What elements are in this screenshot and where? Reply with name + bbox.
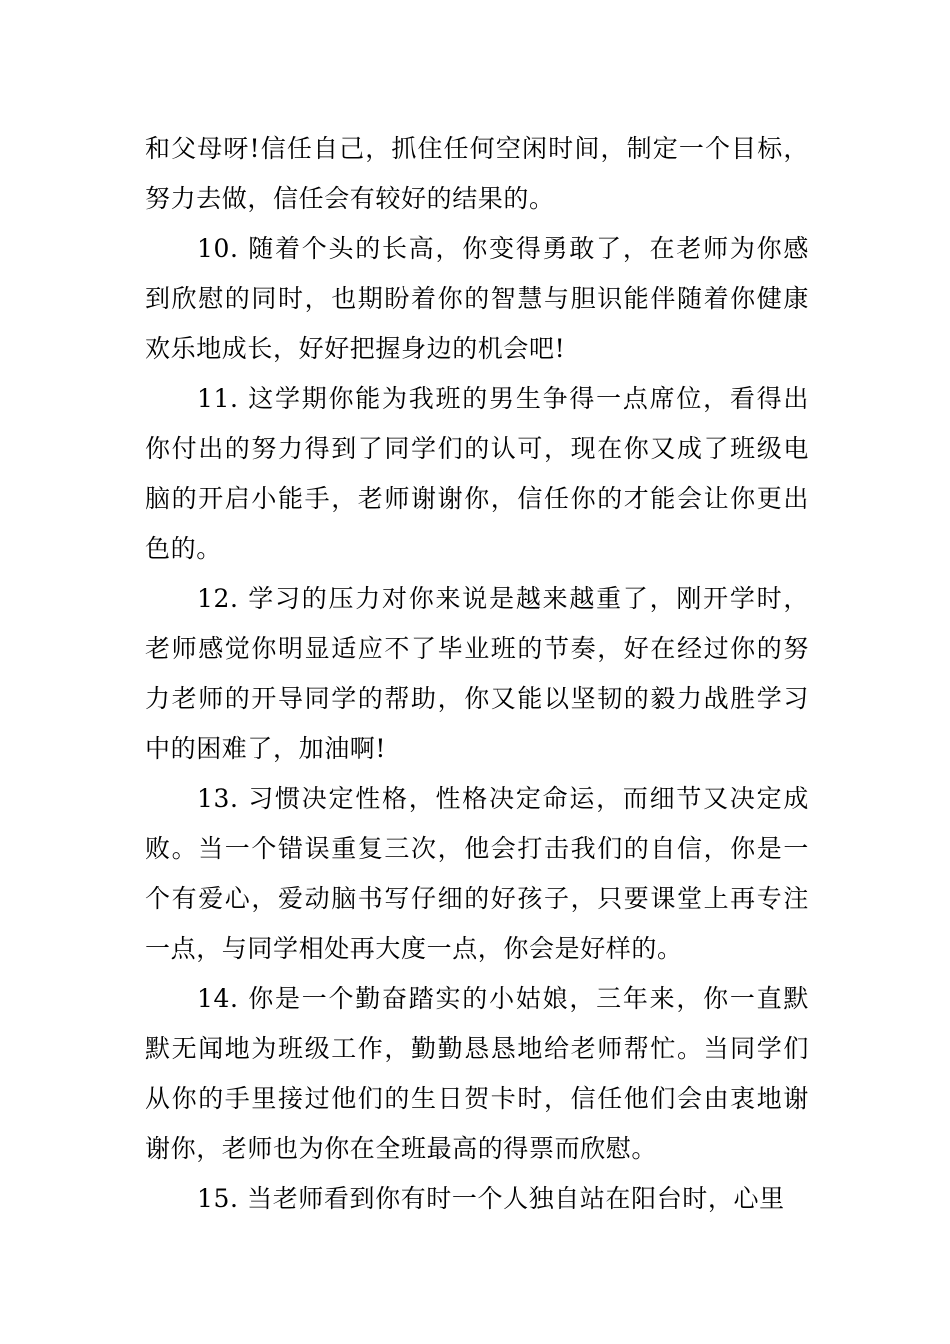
paragraph-item-15: 15. 当老师看到你有时一个人独自站在阳台时，心里: [197, 1184, 785, 1213]
paragraph-item-12: 12. 学习的压力对你来说是越来越重了，刚开学时，老师感觉你明显适应不了毕业班的节奏，好在经过你的努力老师的开导同学的帮助，你又能以坚韧的毅力战胜学习中的困难了，加油啊!: [145, 584, 809, 763]
document-body: [145, 124, 809, 1224]
paragraph-item-14: 14. 你是一个勤奋踏实的小姑娘，三年来，你一直默默无闻地为班级工作，勤勤恳恳地给老师帮忙。当同学们从你的手里接过他们的生日贺卡时，信任他们会由衷地谢谢你，老师也为你在全班最高的得票而欣慰。: [145, 984, 809, 1163]
paragraph-item-13: 13. 习惯决定性格，性格决定命运，而细节又决定成败。当一个错误重复三次，他会打击我们的自信，你是一个有爱心，爱动脑书写仔细的好孩子，只要课堂上再专注一点，与同学相处再大度一点，你会是好样的。: [145, 784, 809, 963]
paragraph-item-11: 11. 这学期你能为我班的男生争得一点席位，看得出你付出的努力得到了同学们的认可，现在你又成了班级电脑的开启小能手，老师谢谢你，信任你的才能会让你更出色的。: [145, 384, 809, 563]
paragraph-continuation: 和父母呀!信任自己，抓住任何空闲时间，制定一个目标，努力去做，信任会有较好的结果的。: [145, 134, 809, 213]
paragraph-item-10: 10. 随着个头的长高，你变得勇敢了，在老师为你感到欣慰的同时，也期盼着你的智慧与胆识能伴随着你健康欢乐地成长，好好把握身边的机会吧!: [145, 234, 809, 363]
